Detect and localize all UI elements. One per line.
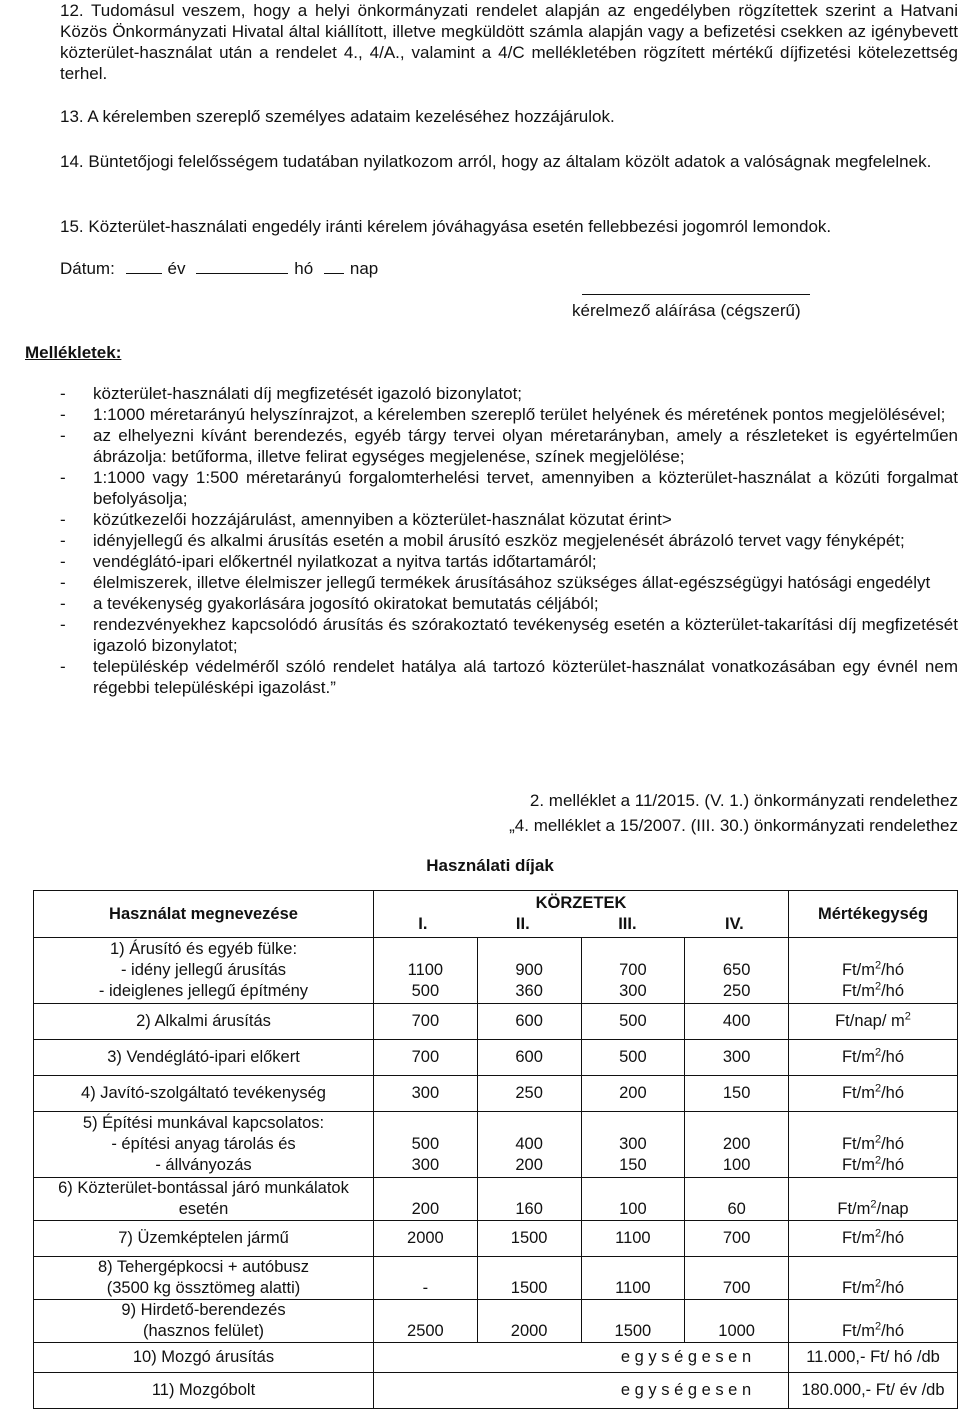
district-value-v1-line <box>374 1113 477 1134</box>
attachment-text: az elhelyezni kívánt berendezés, egyéb tárgy tervei olyan méretarányban, amely a részleteket is egyértelműen ábrázolja: betűforma, illetve felirat egységes megjelenése, színek megjelölése; <box>93 426 958 466</box>
district-value-v2-line: 600 <box>515 1048 543 1066</box>
list-dash: - <box>60 657 66 676</box>
district-value-v1-line <box>374 939 477 960</box>
district-value-v2-line: 1500 <box>510 1229 548 1247</box>
list-dash: - <box>60 573 66 592</box>
reference-line-2: „4. melléklet a 15/2007. (III. 30.) önkormányzati rendelethez <box>509 816 958 835</box>
attachment-text: 1:1000 vagy 1:500 méretarányú forgalomterhelési tervet, amennyiben a közterület-használat a közúti forgalmat befolyásolja; <box>93 468 958 508</box>
district-value-v1 <box>374 938 478 1004</box>
row-name-line: 5) Építési munkával kapcsolatos: <box>82 1114 325 1132</box>
district-value-v2 <box>477 1300 581 1343</box>
signature-line[interactable] <box>582 294 810 295</box>
district-value-v4-line: 700 <box>722 1229 751 1247</box>
unit-value-line: $Ft/m^2/hó$ <box>841 1320 905 1340</box>
unit-value <box>789 1257 958 1300</box>
district-value-v4 <box>685 1221 789 1257</box>
district-value-v2 <box>477 1004 581 1040</box>
list-dash: - <box>60 405 66 424</box>
table-row <box>34 1343 958 1373</box>
unit-value <box>789 1300 958 1343</box>
attachment-text: idényjellegű és alkalmi árusítás esetén a mobil árusító eszköz megjelenését ábrázoló tervet vagy fényképét; <box>93 531 905 550</box>
district-value-v2-line <box>478 939 581 960</box>
row-name <box>34 1343 374 1373</box>
header-districts-label: KÖRZETEK <box>535 894 627 912</box>
table-row <box>34 1076 958 1112</box>
row-name <box>34 1004 374 1040</box>
list-dash: - <box>60 510 66 529</box>
row-name <box>34 1112 374 1178</box>
attachment-text: vendéglátó-ipari előkertnél nyilatkozat a nyitva tartás időtartamáról; <box>93 552 597 571</box>
district-value-v2 <box>477 1257 581 1300</box>
row-name-line: (3500 kg össztömeg alatti) <box>106 1279 301 1297</box>
district-value-v2 <box>477 938 581 1004</box>
district-value-v4 <box>685 1257 789 1300</box>
district-value-v3-line <box>582 1257 685 1278</box>
district-value-v4-line <box>685 939 788 960</box>
row-name-line: esetén <box>178 1200 229 1218</box>
district-value-v3 <box>581 1112 685 1178</box>
row-name <box>34 1373 374 1409</box>
unit-value-line: $Ft/m^2/hó$ <box>841 959 905 979</box>
header-unit: Mértékegység <box>789 891 958 938</box>
district-value-v1-line: 500 <box>411 982 440 1000</box>
district-value-v4-line: 200 <box>722 1135 751 1153</box>
unit-value-line: $Ft/m^2$/nap <box>837 1198 909 1218</box>
district-value-v1-line <box>374 1257 477 1278</box>
district-value-v2-line: 200 <box>515 1156 543 1174</box>
list-dash: - <box>60 426 66 445</box>
row-name <box>34 1076 374 1112</box>
list-dash: - <box>60 552 66 571</box>
district-value-v4-line: 300 <box>722 1048 751 1066</box>
district-value-v4-line: 60 <box>727 1200 746 1218</box>
district-value-v3-line: 1500 <box>614 1322 652 1340</box>
fees-table <box>33 890 958 1409</box>
month-blank[interactable] <box>196 259 288 274</box>
district-value-v4 <box>685 1004 789 1040</box>
header-d3: III. <box>618 915 637 933</box>
row-name <box>34 938 374 1004</box>
district-value-v4-line <box>685 1178 788 1199</box>
district-value-v4-line: 1000 <box>718 1322 755 1340</box>
district-value-v2-line <box>478 1113 581 1134</box>
row-name <box>34 1300 374 1343</box>
paragraph-12: 12. Tudomásul veszem, hogy a helyi önkormányzati rendelet alapján az engedélyben rögzítettek szerint a Hatvani Közös Önkormányzati Hivatal által kiállított, illetve megküldött számla alapján vagy a befizetési csekken az igénybevett közterület-használat után a rendelet 4., 4/A., valamint a 4/C mellékletében rögzített mértékű díjfizetési kötelezettség terhel. <box>60 1 958 83</box>
district-value-v2 <box>477 1221 581 1257</box>
district-value-v3 <box>581 1040 685 1076</box>
year-blank[interactable] <box>126 259 162 274</box>
attachment-text: élelmiszerek, illetve élelmiszer jellegű termékek árusításához szükséges állat-egészségügyi hatósági engedélyt <box>93 573 931 592</box>
district-value-v3 <box>581 1178 685 1221</box>
row-name-line: - idény jellegű árusítás <box>120 961 287 979</box>
row-name <box>34 1178 374 1221</box>
header-districts <box>374 891 789 938</box>
district-value-v1-line <box>374 1178 477 1199</box>
district-value-v1 <box>374 1221 478 1257</box>
unit-value <box>789 1040 958 1076</box>
unit-value-line: $Ft/m^2/hó$ <box>841 1154 905 1174</box>
district-value-v4-line <box>685 1300 788 1321</box>
row-name-line: 4) Javító-szolgáltató tevékenység <box>81 1084 326 1102</box>
unit-value <box>789 938 958 1004</box>
district-value-v1-line: 200 <box>411 1200 440 1218</box>
district-value-v3 <box>581 1004 685 1040</box>
unit-value <box>789 1004 958 1040</box>
attachment-text: közterület-használati díj megfizetését igazoló bizonylatot; <box>93 384 523 403</box>
attachment-item <box>60 383 958 404</box>
attachment-text: településkép védelméről szóló rendelet hatálya alá tartozó közterület-használat vonatkozásában egy évnél nem régebbi településképi igazolást.” <box>93 657 958 697</box>
table-row <box>34 938 958 1004</box>
district-value-v4 <box>685 1300 789 1343</box>
row-name-line: 9) Hirdető-berendezés <box>121 1301 286 1319</box>
table-row <box>34 1221 958 1257</box>
table-row <box>34 1112 958 1178</box>
uniform-rate <box>374 1373 789 1409</box>
month-label: hó <box>294 259 314 278</box>
district-value-v1 <box>374 1112 478 1178</box>
district-value-v3-line: 500 <box>619 1048 647 1066</box>
district-value-v4-line <box>685 1113 788 1134</box>
district-value-v4-line: 650 <box>722 961 751 979</box>
attachment-item <box>60 551 958 572</box>
unit-value-line: $Ft/m^2/hó$ <box>841 1133 905 1153</box>
district-value-v3-line <box>582 1178 685 1199</box>
table-row <box>34 1040 958 1076</box>
district-value-v2 <box>477 1076 581 1112</box>
list-dash: - <box>60 615 66 634</box>
unit-value-line <box>789 939 957 960</box>
district-value-v4-line: 700 <box>722 1279 751 1297</box>
unit-value-line: Ft/nap/ $m^2$ <box>835 1010 911 1030</box>
district-value-v3-line <box>582 1300 685 1321</box>
district-value-v2-line: 600 <box>515 1012 543 1030</box>
unit-value-line: 180.000,- Ft/ év /db <box>801 1381 945 1399</box>
paragraph-15: 15. Közterület-használati engedély iránti kérelem jóváhagyása esetén fellebbezési jogomról lemondok. <box>60 217 832 236</box>
unit-value <box>789 1221 958 1257</box>
unit-value-line: 11.000,- Ft/ hó /db <box>806 1348 940 1366</box>
district-value-v2-line: 160 <box>515 1200 543 1218</box>
district-value-v1-line: 500 <box>411 1135 440 1153</box>
district-value-v3-line: 500 <box>619 1012 647 1030</box>
district-value-v4-line: 250 <box>722 982 751 1000</box>
district-value-v2-line: 1500 <box>510 1279 548 1297</box>
district-value-v1-line <box>374 1300 477 1321</box>
district-value-v1-line: 700 <box>411 1012 440 1030</box>
row-name-line: 3) Vendéglátó-ipari előkert <box>107 1048 300 1066</box>
row-name-line: 8) Tehergépkocsi + autóbusz <box>97 1258 310 1276</box>
list-dash: - <box>60 594 66 613</box>
row-name <box>34 1040 374 1076</box>
district-value-v2-line <box>478 1178 581 1199</box>
header-d2: II. <box>515 915 530 933</box>
district-value-v3-line: 1100 <box>615 1279 651 1297</box>
district-value-v3-line <box>582 1113 685 1134</box>
unit-value-line: $Ft/m^2/hó$ <box>841 1046 905 1066</box>
header-d4: IV. <box>725 915 744 933</box>
row-name-line: 1) Árusító és egyéb fülke: <box>109 940 298 958</box>
list-dash: - <box>60 468 66 487</box>
district-value-v3-line: 1100 <box>615 1229 651 1247</box>
unit-value-line: $Ft/m^2/hó$ <box>841 1277 905 1297</box>
district-value-v2 <box>477 1178 581 1221</box>
fees-header-row <box>34 891 958 938</box>
table-row <box>34 1300 958 1343</box>
district-value-v1 <box>374 1040 478 1076</box>
district-value-v4-line: 100 <box>722 1156 751 1174</box>
unit-value <box>789 1373 958 1409</box>
district-value-v3-line: 300 <box>619 1135 647 1153</box>
unit-value-line: $Ft/m^2/hó$ <box>841 1227 905 1247</box>
attachment-item <box>60 425 958 467</box>
attachment-item <box>60 614 958 656</box>
district-value-v2-line <box>478 1300 581 1321</box>
uniform-rate-text: e g y s é g e s e n <box>620 1381 752 1399</box>
attachment-item <box>60 656 958 698</box>
row-name-line: - építési anyag tárolás és <box>111 1135 296 1153</box>
district-value-v4-line <box>685 1257 788 1278</box>
unit-value-line <box>789 1113 957 1134</box>
table-row <box>34 1257 958 1300</box>
district-value-v1-line: 2000 <box>407 1229 444 1247</box>
district-value-v1-line: - <box>422 1279 429 1297</box>
district-value-v3 <box>581 1257 685 1300</box>
district-value-v1-line: 300 <box>411 1156 440 1174</box>
unit-value-line: $Ft/m^2/hó$ <box>841 1082 905 1102</box>
row-name-line: 2) Alkalmi árusítás <box>136 1012 271 1030</box>
district-value-v3 <box>581 1221 685 1257</box>
paragraph-14: 14. Büntetőjogi felelősségem tudatában nyilatkozom arról, hogy az általam közölt adatok a valóságnak megfelelnek. <box>60 152 932 171</box>
district-value-v2 <box>477 1112 581 1178</box>
attachment-item <box>60 467 958 509</box>
attachments-list <box>60 383 958 698</box>
district-value-v1 <box>374 1178 478 1221</box>
district-value-v2-line <box>478 1257 581 1278</box>
district-value-v2-line: 900 <box>515 961 543 979</box>
reference-line-1: 2. melléklet a 11/2015. (V. 1.) önkormányzati rendelethez <box>529 791 958 810</box>
district-value-v1 <box>374 1004 478 1040</box>
district-value-v4 <box>685 1178 789 1221</box>
district-value-v3-line: 200 <box>619 1084 647 1102</box>
attachment-item <box>60 404 958 425</box>
attachment-text: közútkezelői hozzájárulást, amennyiben a közterület-használat közutat érint> <box>93 510 672 529</box>
district-value-v3-line: 700 <box>619 961 647 979</box>
district-value-v2-line: 360 <box>515 982 543 1000</box>
header-d1: I. <box>418 915 428 933</box>
row-name-line: (hasznos felület) <box>142 1322 265 1340</box>
district-value-v2-line: 250 <box>515 1084 543 1102</box>
district-value-v3-line: 150 <box>619 1156 647 1174</box>
table-row <box>34 1373 958 1409</box>
district-value-v4 <box>685 938 789 1004</box>
unit-value-line <box>789 1257 957 1278</box>
unit-value-line <box>789 1300 957 1321</box>
row-name-line: 6) Közterület-bontással járó munkálatok <box>58 1179 349 1197</box>
attachment-item <box>60 593 958 614</box>
row-name-line: - állványozás <box>155 1156 252 1174</box>
paragraph-13: 13. A kérelemben szereplő személyes adataim kezeléséhez hozzájárulok. <box>60 107 615 126</box>
list-dash: - <box>60 531 66 550</box>
row-name-line: 10) Mozgó árusítás <box>132 1348 275 1366</box>
year-label: év <box>167 259 186 278</box>
unit-value-line: $Ft/m^2/hó$ <box>841 980 905 1000</box>
attachment-item <box>60 572 958 593</box>
uniform-rate <box>374 1343 789 1373</box>
district-value-v3-line <box>582 939 685 960</box>
unit-value <box>789 1076 958 1112</box>
table-row <box>34 1178 958 1221</box>
district-value-v1 <box>374 1076 478 1112</box>
district-value-v1-line: 700 <box>411 1048 440 1066</box>
unit-value <box>789 1178 958 1221</box>
attachment-text: rendezvényekhez kapcsolódó árusítás és szórakoztató tevékenység esetén a közterület-takarítási díj megfizetését igazoló bizonylatot; <box>93 615 958 655</box>
district-value-v1 <box>374 1300 478 1343</box>
list-dash: - <box>60 384 66 403</box>
district-value-v3-line: 300 <box>619 982 647 1000</box>
district-value-v1-line: 1100 <box>407 961 444 979</box>
day-label: nap <box>349 259 379 278</box>
district-value-v4-line: 150 <box>722 1084 751 1102</box>
row-name-line: - ideiglenes jellegű építmény <box>98 982 309 1000</box>
row-name <box>34 1257 374 1300</box>
unit-value <box>789 1112 958 1178</box>
date-line <box>60 258 378 279</box>
district-value-v4-line: 400 <box>722 1012 751 1030</box>
row-name-line: 11) Mozgóbolt <box>151 1381 256 1399</box>
fees-title: Használati díjak <box>426 856 554 875</box>
district-value-v3 <box>581 1076 685 1112</box>
signature-label: kérelmező aláírása (cégszerű) <box>572 301 801 320</box>
date-label: Dátum: <box>60 259 115 278</box>
unit-value <box>789 1343 958 1373</box>
unit-value-line <box>789 1178 957 1199</box>
row-name <box>34 1221 374 1257</box>
district-value-v1-line: 2500 <box>407 1322 444 1340</box>
uniform-rate-text: e g y s é g e s e n <box>620 1348 752 1366</box>
attachment-item <box>60 530 958 551</box>
header-name: Használat megnevezése <box>34 891 374 938</box>
row-name-line: 7) Üzemképtelen jármű <box>118 1229 289 1247</box>
district-value-v1 <box>374 1257 478 1300</box>
district-value-v2-line: 2000 <box>510 1322 548 1340</box>
district-value-v3 <box>581 938 685 1004</box>
district-value-v4 <box>685 1076 789 1112</box>
district-value-v3 <box>581 1300 685 1343</box>
district-value-v1-line: 300 <box>411 1084 440 1102</box>
attachment-text: a tevékenység gyakorlására jogosító okiratokat bemutatás céljából; <box>93 594 599 613</box>
district-value-v4 <box>685 1040 789 1076</box>
district-value-v2-line: 400 <box>515 1135 543 1153</box>
district-value-v3-line: 100 <box>619 1200 647 1218</box>
table-row <box>34 1004 958 1040</box>
day-blank[interactable] <box>324 259 344 274</box>
header-district-codes <box>374 914 788 935</box>
attachments-title: Mellékletek: <box>25 343 122 362</box>
attachment-item <box>60 509 958 530</box>
district-value-v4 <box>685 1112 789 1178</box>
attachment-text: 1:1000 méretarányú helyszínrajzot, a kérelemben szereplő terület helyének és méretének pontos megjelölésével; <box>93 405 946 424</box>
district-value-v2 <box>477 1040 581 1076</box>
